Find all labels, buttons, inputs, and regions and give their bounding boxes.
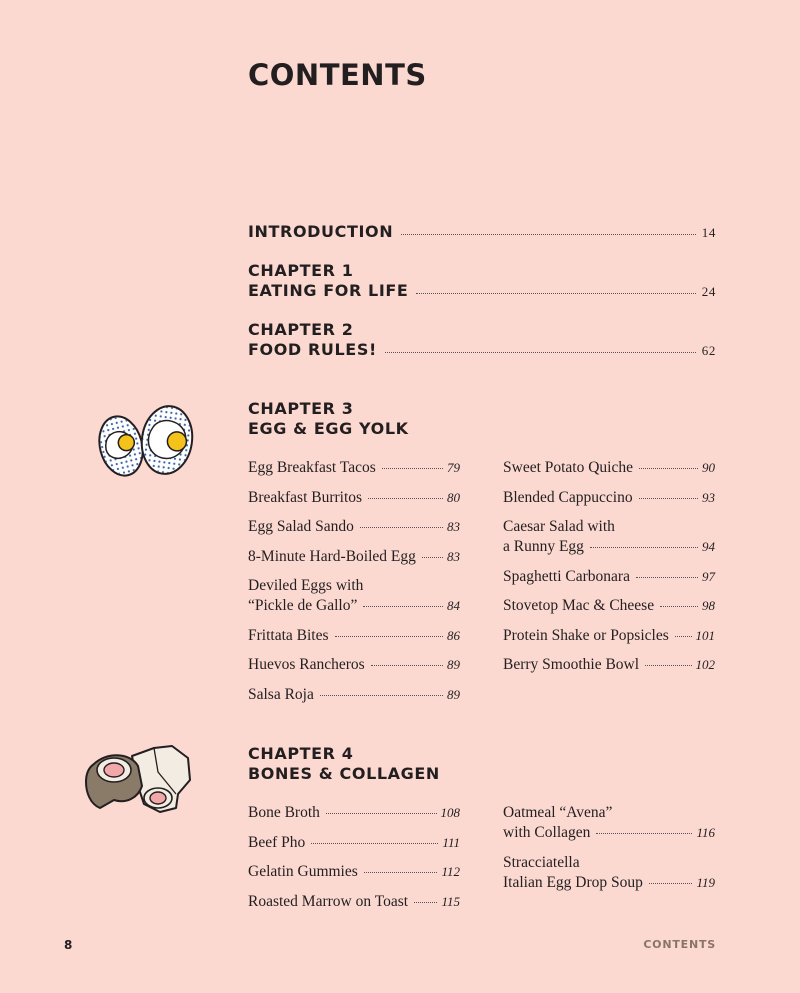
dot-leader xyxy=(335,636,443,637)
page-number: 98 xyxy=(702,598,715,613)
recipe-title: Sweet Potato Quiche xyxy=(503,459,634,476)
recipe-title-line: Oatmeal “Avena” xyxy=(503,804,613,821)
recipe-title: “Pickle de Gallo” xyxy=(248,597,358,614)
dot-leader xyxy=(401,234,696,235)
recipe-title-line: Stracciatella xyxy=(503,853,580,871)
recipe-title: Bone Broth xyxy=(248,804,320,821)
page-number: 119 xyxy=(696,874,715,890)
page-number: 101 xyxy=(695,627,715,643)
recipe-entry[interactable] xyxy=(248,685,460,705)
page-number: 24 xyxy=(701,284,716,299)
dot-leader xyxy=(368,498,443,499)
chapter-4-left-column xyxy=(248,803,460,921)
recipe-entry[interactable] xyxy=(248,655,460,675)
eggs-icon xyxy=(95,400,199,484)
dot-leader xyxy=(364,872,438,873)
recipe-entry[interactable] xyxy=(503,458,715,478)
recipe-entry[interactable] xyxy=(248,517,460,537)
page-number: 116 xyxy=(696,825,715,840)
dot-leader xyxy=(382,468,443,469)
recipe-entry[interactable] xyxy=(503,567,715,587)
page-number: 83 xyxy=(447,519,460,534)
page-number: 112 xyxy=(441,864,460,879)
page-number: 93 xyxy=(702,489,715,505)
dot-leader xyxy=(649,883,693,884)
chapter-number: CHAPTER 3 xyxy=(248,399,354,418)
recipe-title: Berry Smoothie Bowl xyxy=(503,656,640,673)
dot-leader xyxy=(320,695,443,696)
dot-leader xyxy=(636,577,698,578)
page-title: CONTENTS xyxy=(248,58,427,92)
recipe-entry[interactable] xyxy=(503,488,715,508)
page-number: 86 xyxy=(447,627,460,643)
recipe-entry[interactable] xyxy=(248,892,460,912)
recipe-entry[interactable] xyxy=(248,458,460,478)
recipe-entry[interactable] xyxy=(503,626,715,646)
page-number: 89 xyxy=(447,686,460,702)
recipe-title: Egg Salad Sando xyxy=(248,518,354,535)
recipe-title: Italian Egg Drop Soup xyxy=(503,873,643,891)
recipe-title: Roasted Marrow on Toast xyxy=(248,892,409,910)
recipe-title: Protein Shake or Popsicles xyxy=(503,626,669,644)
page-number: 62 xyxy=(701,343,716,358)
chapter-4-heading xyxy=(248,744,440,784)
dot-leader xyxy=(385,352,696,353)
dot-leader xyxy=(371,665,443,666)
recipe-title: Blended Cappuccino xyxy=(503,488,633,506)
page-number: 80 xyxy=(447,489,460,505)
dot-leader xyxy=(645,665,691,666)
page-number: 102 xyxy=(695,657,715,672)
page-number: 111 xyxy=(442,834,460,850)
dot-leader xyxy=(596,833,692,834)
recipe-entry[interactable] xyxy=(248,626,460,646)
chapter-number: CHAPTER 2 xyxy=(248,320,354,339)
chapter-title: BONES & COLLAGEN xyxy=(248,764,440,783)
recipe-entry[interactable] xyxy=(503,655,715,675)
dot-leader xyxy=(639,498,698,499)
chapter-number: CHAPTER 1 xyxy=(248,261,354,280)
dot-leader xyxy=(590,547,698,548)
toc-entry-chapter-2[interactable] xyxy=(248,320,716,361)
page-number: 79 xyxy=(447,460,460,475)
page-number: 115 xyxy=(441,893,460,909)
toc-entry-chapter-1[interactable] xyxy=(248,261,716,302)
dot-leader xyxy=(414,902,437,903)
recipe-title: Huevos Rancheros xyxy=(248,656,365,673)
recipe-title: Salsa Roja xyxy=(248,685,314,703)
dot-leader xyxy=(311,843,438,844)
dot-leader xyxy=(422,557,443,558)
dot-leader xyxy=(660,606,698,607)
chapter-4-right-column xyxy=(503,803,715,902)
recipe-entry[interactable] xyxy=(503,803,715,843)
chapter-title: EGG & EGG YOLK xyxy=(248,419,409,438)
recipe-title: Stovetop Mac & Cheese xyxy=(503,597,655,614)
dot-leader xyxy=(326,813,437,814)
entry-title: INTRODUCTION xyxy=(248,222,394,241)
chapter-3-right-column xyxy=(503,458,715,685)
chapter-title: FOOD RULES! xyxy=(248,340,377,359)
dot-leader xyxy=(675,636,692,637)
recipe-entry[interactable] xyxy=(248,547,460,567)
page-number: 89 xyxy=(447,657,460,672)
recipe-title: Frittata Bites xyxy=(248,626,329,644)
dot-leader xyxy=(363,606,443,607)
recipe-title: 8-Minute Hard-Boiled Egg xyxy=(248,547,416,565)
dot-leader xyxy=(416,293,695,294)
recipe-title: Breakfast Burritos xyxy=(248,488,363,506)
recipe-entry[interactable] xyxy=(503,853,715,893)
dot-leader xyxy=(639,468,698,469)
recipe-title: with Collagen xyxy=(503,824,591,841)
recipe-title-line: Deviled Eggs with xyxy=(248,577,364,594)
page-number-folio: 8 xyxy=(64,938,73,952)
chapter-title: EATING FOR LIFE xyxy=(248,281,409,300)
chapter-3-heading xyxy=(248,399,409,439)
toc-entry-introduction[interactable] xyxy=(248,222,716,243)
page-number: 90 xyxy=(702,460,715,475)
recipe-entry[interactable] xyxy=(503,596,715,616)
page-number: 94 xyxy=(702,539,715,554)
running-head: CONTENTS xyxy=(643,938,716,951)
recipe-entry[interactable] xyxy=(248,833,460,853)
recipe-entry[interactable] xyxy=(248,576,460,616)
page-number: 97 xyxy=(702,568,715,584)
page-number: 14 xyxy=(701,225,716,240)
bones-icon xyxy=(80,742,195,814)
recipe-title: Egg Breakfast Tacos xyxy=(248,459,376,476)
dot-leader xyxy=(360,527,443,528)
recipe-title: Beef Pho xyxy=(248,833,306,851)
recipe-entry[interactable] xyxy=(503,517,715,557)
recipe-entry[interactable] xyxy=(248,488,460,508)
recipe-title: Gelatin Gummies xyxy=(248,863,358,880)
page-number: 108 xyxy=(440,805,460,820)
recipe-title: a Runny Egg xyxy=(503,538,584,555)
recipe-entry[interactable] xyxy=(248,803,460,823)
chapter-number: CHAPTER 4 xyxy=(248,744,354,763)
recipe-title: Spaghetti Carbonara xyxy=(503,567,630,585)
page-number: 83 xyxy=(447,548,460,564)
chapter-3-left-column xyxy=(248,458,460,714)
recipe-entry[interactable] xyxy=(248,862,460,882)
recipe-title-line: Caesar Salad with xyxy=(503,518,615,535)
page-number: 84 xyxy=(447,598,460,613)
